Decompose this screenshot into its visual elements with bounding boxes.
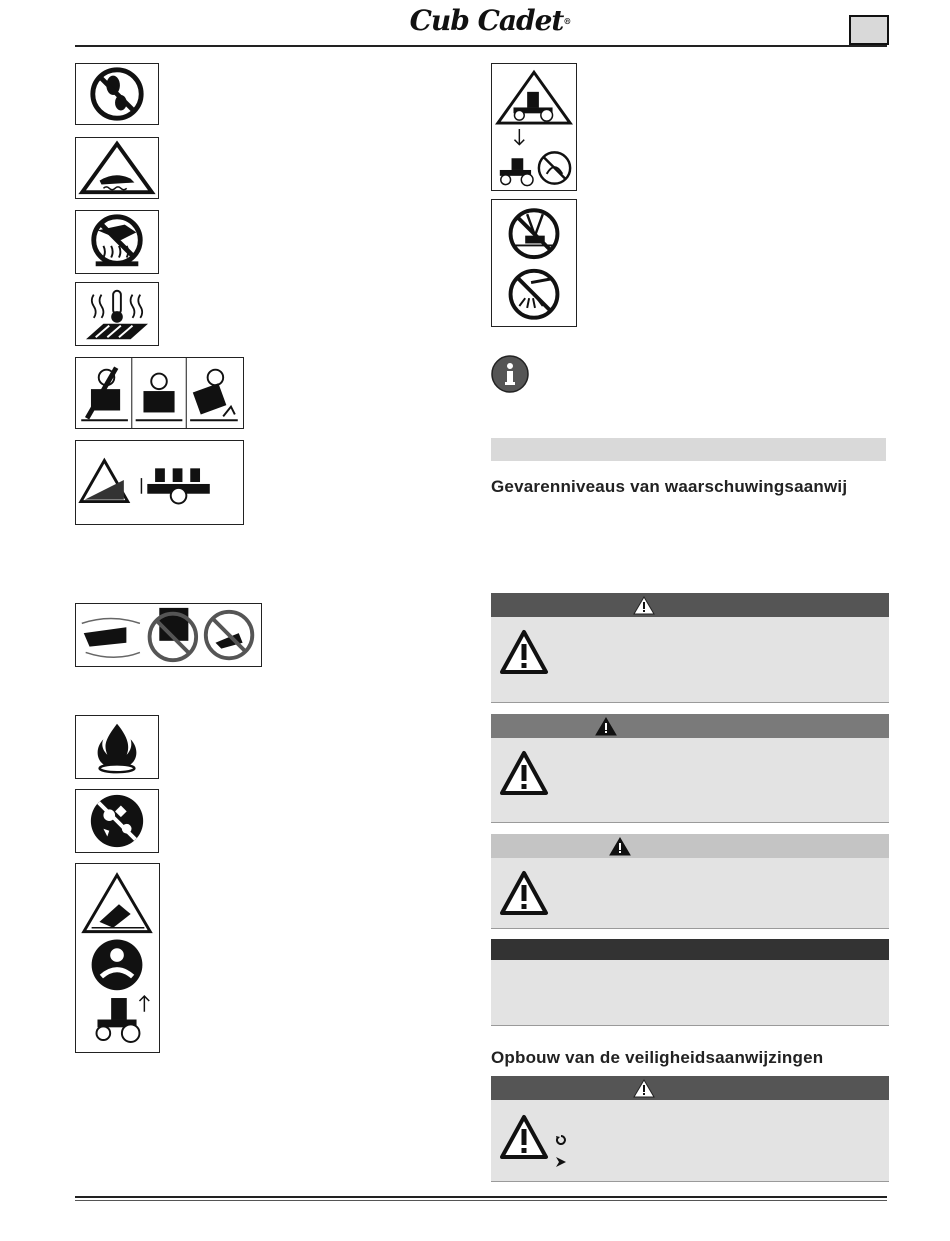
action-arrow-icon — [555, 1134, 567, 1146]
no-cutting-welding-icons — [491, 199, 577, 327]
warning-triangle-icon — [499, 750, 549, 796]
info-icon — [491, 355, 529, 393]
warning-box-caution — [491, 834, 889, 929]
section-bar — [491, 438, 886, 461]
warning-bar-notice — [491, 939, 889, 960]
brand-logo — [400, 4, 580, 38]
structure-heading: Opbouw van de veiligheidsaanwijzingen — [491, 1048, 824, 1067]
warning-bar-warning — [491, 714, 889, 738]
warning-box-warning — [491, 714, 889, 823]
no-debris-icon — [75, 789, 159, 853]
warning-triangle-icon — [633, 596, 655, 615]
hazard-levels-heading: Gevarenniveaus van waarschuwingsaanwij — [491, 477, 848, 496]
warning-triangle-icon — [499, 629, 549, 675]
warning-triangle-icon — [633, 1079, 655, 1098]
header-divider — [75, 45, 887, 47]
instruction-arrow-icon — [555, 1156, 567, 1168]
hot-temperature-icon — [75, 282, 159, 346]
max-slope-load-icon — [75, 440, 244, 525]
warning-box-structure — [491, 1076, 889, 1182]
warning-bar-danger — [491, 593, 889, 617]
rollover-seatbelt-icons — [75, 863, 160, 1053]
footer-divider-thin — [75, 1200, 887, 1201]
footer-divider — [75, 1196, 887, 1198]
warning-box-danger — [491, 593, 889, 703]
hot-surface-hand-icon — [75, 137, 159, 199]
no-touch-hot-icon — [75, 210, 159, 274]
warning-triangle-icon — [499, 870, 549, 916]
tractor-loading-icons — [75, 357, 244, 429]
brand-logo-text: Cub Cadet — [409, 4, 564, 37]
warning-triangle-icon — [499, 1114, 549, 1160]
mower-deck-icons — [75, 603, 262, 667]
flammable-icon — [75, 715, 159, 779]
brand-registered-mark: ® — [563, 16, 571, 26]
rollover-warning-icon — [491, 63, 577, 191]
warning-triangle-icon — [609, 837, 631, 856]
warning-box-notice — [491, 939, 889, 1026]
no-foot-icon — [75, 63, 159, 125]
warning-triangle-icon — [595, 717, 617, 736]
language-tab — [849, 15, 889, 45]
warning-bar-structure — [491, 1076, 889, 1100]
warning-bar-caution — [491, 834, 889, 858]
